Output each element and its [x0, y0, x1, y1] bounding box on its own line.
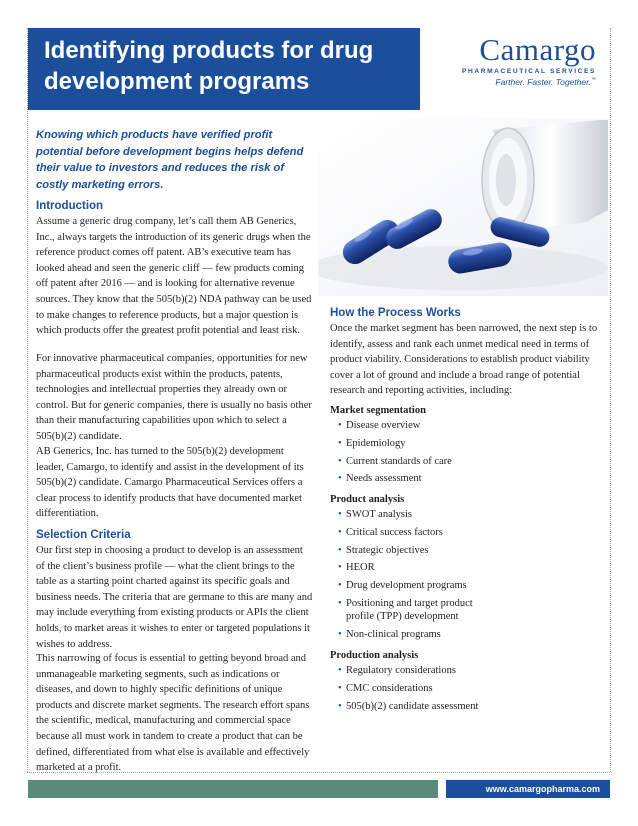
lead-statement: Knowing which products have verified profit potential before development begins helps defend their value to investors and reduces the risk of costly marketing errors.: [36, 129, 304, 191]
list-item: • Critical success factors: [330, 526, 490, 540]
pills-photo: [318, 118, 608, 296]
heading-selection-criteria: Selection Criteria: [36, 529, 131, 541]
bottle-shape: [482, 120, 608, 232]
list-item: • SWOT analysis: [330, 508, 490, 522]
heading-how-process-works: How the Process Works: [330, 307, 461, 319]
trademark-mark: ™: [591, 77, 596, 84]
list-item: • Regulatory considerations: [330, 664, 600, 678]
list-item: • HEOR: [330, 561, 490, 575]
tagline-text: Farther. Faster. Together.: [495, 77, 591, 87]
camargo-logo: [436, 34, 596, 87]
list-item: • CMC considerations: [330, 682, 600, 696]
logo-tagline: [436, 77, 596, 87]
selection-paragraph-1: Our first step in choosing a product to develop is an assessment of the client’s business profile — what the client brings to the table as a starting point charted against its specific goals and business needs. The criteria that are germane to this are many and may include everything from existing products or APIs the client holds, to market areas it wishes to enter or targeted populations it wishes to address.: [36, 545, 313, 650]
list-item: • Non-clinical programs: [330, 628, 490, 642]
intro-paragraph-1: Assume a generic drug company, let’s call them AB Generics, Inc., always targets the introduction of its generic drugs when the reference product comes off patent. AB’s executive team has looked ahead and seen the generic cliff — few products coming off patent after 2016 — and is looking for alternative revenue sources. They know that the 505(b)(2) NDA pathway can be used to make changes to reference products, but a major question is which products offer the greatest profit potential and least risk.: [36, 216, 312, 337]
logo-wordmark: Camargo: [479, 32, 596, 67]
footer-green-bar: [28, 780, 438, 798]
list-item: • 505(b)(2) candidate assessment: [330, 700, 600, 714]
group-title-product-analysis: Product analysis: [330, 494, 405, 505]
footer-website-link[interactable]: www.camargopharma.com: [485, 784, 600, 794]
list-item: • Strategic objectives: [330, 544, 490, 558]
title-banner: [28, 28, 420, 110]
list-item: • Needs assessment: [330, 472, 600, 486]
list-item: • Positioning and target product profile (TPP) development: [330, 597, 490, 624]
intro-paragraph-2: For innovative pharmaceutical companies, opportunities for new pharmaceutical products exist within the products, patents, technologies and intellectual properties they already own or control. But for generic companies, there is usually no basis other than their manufacturing capabilities upon which to select a 505(b)(2) candidate.: [36, 353, 312, 442]
list-item: • Disease overview: [330, 419, 600, 433]
group-title-market-segmentation: Market segmentation: [330, 405, 426, 416]
logo-subtitle: PHARMACEUTICAL SERVICES: [461, 68, 596, 75]
list-item: • Current standards of care: [330, 455, 600, 469]
selection-paragraph-2: This narrowing of focus is essential to getting beyond broad and unmanageable marketing segments, such as indications or diseases, and down to highly specific definitions of unique products and discrete market segments. The research effort spans the scientific, medical, manufacturing and commercial space because all must work in tandem to create a product that can be defined, differentiated from what else is available and effectively marketed at a profit.: [36, 653, 310, 774]
footer-divider: [27, 772, 610, 773]
page-title: Identifying products for drug development programs: [44, 37, 374, 95]
production-analysis-list: [330, 664, 600, 717]
intro-paragraph-3: AB Generics, Inc. has turned to the 505(b)(2) development leader, Camargo, to identify and assist in the development of its 505(b)(2) candidate. Camargo Pharmaceutical Services offers a clear process to identify products that have documented market differentiation.: [36, 446, 304, 520]
list-item: • Epidemiology: [330, 437, 600, 451]
group-title-production-analysis: Production analysis: [330, 650, 419, 661]
list-item: • Drug development programs: [330, 579, 490, 593]
product-analysis-list: [330, 508, 490, 646]
market-segmentation-list: [330, 419, 600, 490]
heading-introduction: Introduction: [36, 200, 104, 212]
process-paragraph: Once the market segment has been narrowed, the next step is to identify, assess and rank each unmet medical need in terms of product viability. Considerations to establish product viability cover a lot of ground and include a broad range of potential research and reporting activities, including:: [330, 323, 598, 397]
